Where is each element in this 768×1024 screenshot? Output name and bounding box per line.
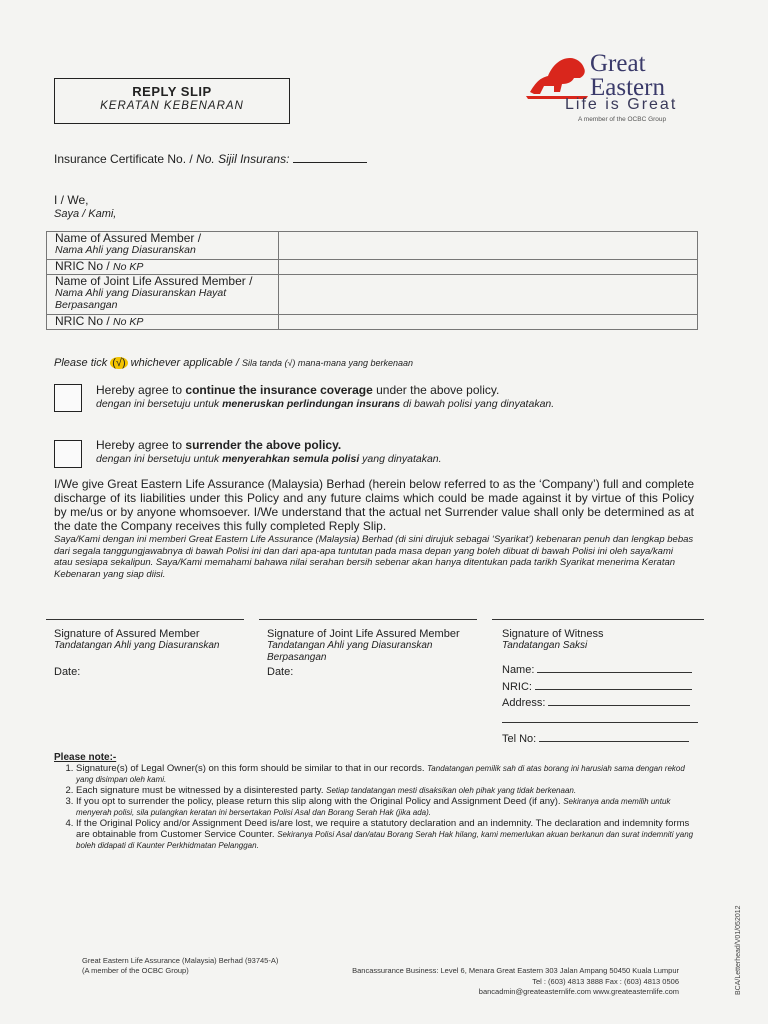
footer-contact: Bancassurance Business: Level 6, Menara Great Eastern 303 Jalan Ampang 50450 Kuala Lumpur Tel : (603) 4813 3888 Fax : (603) 4813 0506 bancadmin@greateasternlife.com www.greateasternlife.com bbox=[352, 966, 679, 996]
certificate-input-line[interactable] bbox=[293, 152, 367, 163]
witness-name-line[interactable] bbox=[537, 662, 692, 673]
i-we-label: I / We, Saya / Kami, bbox=[54, 193, 117, 220]
joint-signature-line[interactable] bbox=[259, 619, 477, 620]
table-row: NRIC No / No KP bbox=[47, 315, 698, 330]
logo-tagline: Life is Great bbox=[565, 96, 678, 113]
witness-signature-block: Signature of Witness Tandatangan Saksi bbox=[502, 628, 604, 651]
page-subtitle: KERATAN KEBENARAN bbox=[100, 100, 244, 112]
notes-heading: Please note:- bbox=[54, 752, 117, 763]
witness-nric-line[interactable] bbox=[535, 679, 692, 690]
member-table bbox=[46, 231, 698, 330]
continue-coverage-label: Hereby agree to continue the insurance coverage under the above policy. dengan ini bersetuju untuk meneruskan perlindungan insurans di bawah polisi yang dinyatakan. bbox=[96, 383, 555, 410]
list-item: 2. Each signature must be witnessed by a disinterested party. Setiap tandatangan mesti disaksikan oleh pihak yang tidak berkenaan. bbox=[76, 785, 694, 796]
page-title: REPLY SLIP bbox=[132, 84, 212, 99]
certificate-field[interactable]: Insurance Certificate No. / No. Sijil Insurans: bbox=[54, 152, 367, 166]
assured-signature-block: Signature of Assured Member Tandatangan Ahli yang Diasuranskan Date: bbox=[54, 628, 254, 678]
table-row: Name of Joint Life Assured Member / Nama Ahli yang Diasuranskan Hayat Berpasangan bbox=[47, 275, 698, 315]
joint-date-label: Date: bbox=[267, 666, 294, 678]
tick-instruction: Please tick (√) whichever applicable / Sila tanda (√) mana-mana yang berkenaan bbox=[54, 357, 414, 369]
joint-name-field[interactable] bbox=[279, 275, 698, 315]
list-item: 1. Signature(s) of Legal Owner(s) on this form should be similar to that in our records. Tandatangan pemilik sah di atas borang ini harusiah sama dengan rekod yang disimpan oleh kami. bbox=[76, 763, 694, 785]
assured-date-label: Date: bbox=[54, 666, 81, 678]
discharge-paragraph-ms: Saya/Kami dengan ini memberi Great Eastern Life Assurance (Malaysia) Berhad (di sini dirujuk sebagai ‘Syarikat’) kebenaran penuh dan lengkap bebas dari segala tanggungjawabnya di bawah Polisi ini dan dari apa-apa tuntutan pada masa depan yang boleh dibuat di bawah Polisi ini oleh saya/kami atau sesiapa sekalipun. Saya/Kami memahami bahawa nilai serahan bersih sebenar akan hanya ditentukan pada tarikh Syarikat menerima Keratan Kebenaran yang siap diisi. bbox=[54, 534, 694, 580]
surrender-policy-label: Hereby agree to surrender the above policy. dengan ini bersetuju untuk menyerahkan semula polisi yang dinyatakan. bbox=[96, 438, 442, 465]
joint-nric-field[interactable] bbox=[279, 315, 698, 330]
witness-address-line[interactable] bbox=[548, 695, 690, 706]
joint-signature-block: Signature of Joint Life Assured Member Tandatangan Ahli yang Diasuranskan Berpasangan Date: bbox=[267, 628, 482, 678]
lion-icon bbox=[526, 52, 590, 100]
assured-signature-line[interactable] bbox=[46, 619, 244, 620]
table-row: NRIC No / No KP bbox=[47, 260, 698, 275]
witness-address-line-2[interactable] bbox=[502, 712, 698, 723]
title-box bbox=[54, 78, 290, 124]
discharge-paragraph: I/We give Great Eastern Life Assurance (Malaysia) Berhad (herein below referred to as the ‘Company’) full and complete discharge of its liabilities under this Policy and any future claims which could be made against it by virtue of this Policy by me/us or by anyone whomsoever. I/We understand that the actual net Surrender value shall only be determined as at the date the Company receives this fully completed Reply Slip. bbox=[54, 477, 694, 533]
logo-member-text: A member of the OCBC Group bbox=[578, 116, 667, 123]
surrender-policy-checkbox[interactable] bbox=[54, 440, 82, 468]
continue-coverage-checkbox[interactable] bbox=[54, 384, 82, 412]
logo-wordmark: Great Eastern bbox=[590, 50, 665, 101]
witness-signature-line[interactable] bbox=[492, 619, 704, 620]
witness-details: Name: NRIC: Address: Tel No: bbox=[502, 662, 702, 748]
notes-section bbox=[54, 752, 694, 851]
tick-highlight: (√) bbox=[112, 357, 126, 369]
company-logo bbox=[526, 52, 686, 124]
assured-nric-field[interactable] bbox=[279, 260, 698, 275]
list-item: 4. If the Original Policy and/or Assignment Deed is/are lost, we require a statutory declaration and an indemnity. The declaration and indemnity forms are obtainable from Customer Service Counter. Sekiranya Polisi Asal dan/atau Borang Serah Hak hilang, kami memerlukan akuan berkanun dan surat indemniti yang boleh didapati di Kaunter Perkhidmatan Pelanggan. bbox=[76, 818, 694, 851]
witness-tel-line[interactable] bbox=[539, 731, 689, 742]
table-row: Name of Assured Member / Nama Ahli yang Diasuranskan bbox=[47, 232, 698, 260]
list-item: 3. If you opt to surrender the policy, please return this slip along with the Original Policy and Assignment Deed (if any). Sekiranya anda memilih untuk menyerah polisi, sila pulangkan keratan ini bersertakan Polisi Asal dan Borang Serah Hak (jika ada). bbox=[76, 796, 694, 818]
assured-name-field[interactable] bbox=[279, 232, 698, 260]
document-reference: BCA/Letterhead/V01/052012 bbox=[735, 905, 742, 995]
footer-company: Great Eastern Life Assurance (Malaysia) Berhad (93745-A) (A member of the OCBC Group) bbox=[82, 956, 279, 975]
